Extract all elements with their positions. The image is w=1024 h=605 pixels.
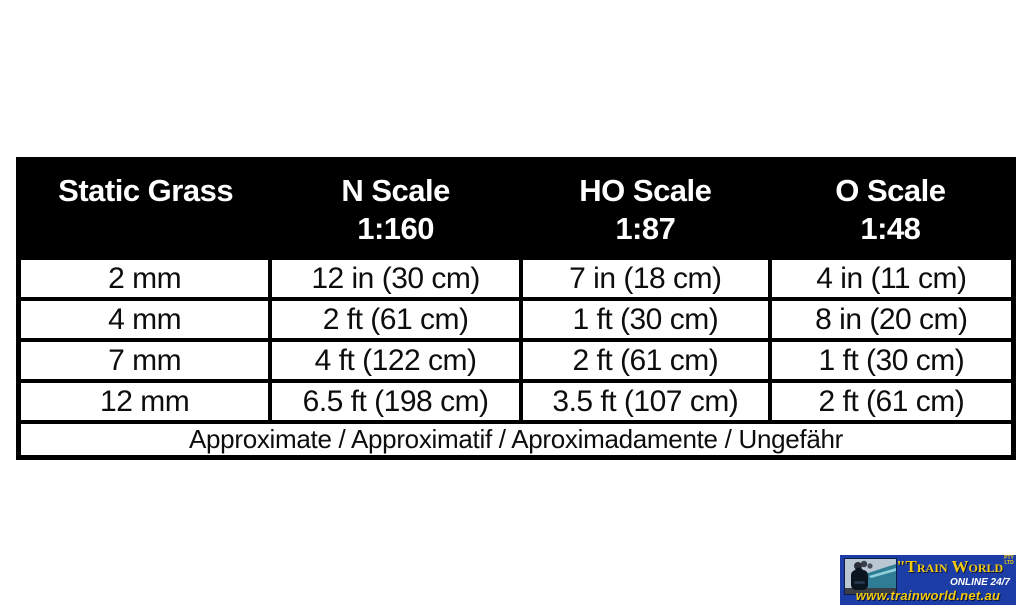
approximate-note: Approximate / Approximatif / Aproximadamente / Ungefähr bbox=[19, 422, 1014, 458]
static-grass-scale-table bbox=[16, 157, 1016, 460]
table-row bbox=[19, 340, 1014, 381]
brand-suffix: PTY LTD bbox=[1004, 555, 1014, 566]
header-o-scale bbox=[770, 160, 1014, 259]
header-label: N Scale bbox=[341, 173, 450, 208]
cell-grass-length: 2 mm bbox=[19, 258, 271, 299]
brand-name bbox=[896, 556, 1014, 577]
cell-grass-length: 12 mm bbox=[19, 381, 271, 422]
cell-n-scale: 6.5 ft (198 cm) bbox=[270, 381, 521, 422]
header-ratio: 1:87 bbox=[615, 211, 676, 246]
header-label: O Scale bbox=[835, 173, 946, 208]
header-static-grass bbox=[19, 160, 271, 259]
cell-ho-scale: 2 ft (61 cm) bbox=[521, 340, 770, 381]
cell-grass-length: 4 mm bbox=[19, 299, 271, 340]
brand-text: Train World bbox=[905, 557, 1004, 576]
header-ho-scale bbox=[521, 160, 770, 259]
table-row bbox=[19, 299, 1014, 340]
table-footer-row bbox=[19, 422, 1014, 458]
header-ratio: 1:160 bbox=[357, 211, 434, 246]
trainworld-watermark bbox=[840, 555, 1016, 605]
cell-o-scale: 4 in (11 cm) bbox=[770, 258, 1014, 299]
cell-ho-scale: 1 ft (30 cm) bbox=[521, 299, 770, 340]
cell-o-scale: 8 in (20 cm) bbox=[770, 299, 1014, 340]
header-n-scale bbox=[270, 160, 521, 259]
table-row bbox=[19, 381, 1014, 422]
trainworld-url-link[interactable]: www.trainworld.net.au bbox=[855, 588, 1001, 603]
header-label: HO Scale bbox=[579, 173, 712, 208]
cell-n-scale: 12 in (30 cm) bbox=[270, 258, 521, 299]
table-row bbox=[19, 258, 1014, 299]
brand-quote: " bbox=[896, 557, 906, 576]
cell-o-scale: 2 ft (61 cm) bbox=[770, 381, 1014, 422]
header-ratio: 1:48 bbox=[860, 211, 921, 246]
table-header-row bbox=[19, 160, 1014, 259]
cell-o-scale: 1 ft (30 cm) bbox=[770, 340, 1014, 381]
cell-ho-scale: 7 in (18 cm) bbox=[521, 258, 770, 299]
cell-n-scale: 2 ft (61 cm) bbox=[270, 299, 521, 340]
online-24-7-label: ONLINE 24/7 bbox=[949, 577, 1010, 588]
cell-n-scale: 4 ft (122 cm) bbox=[270, 340, 521, 381]
cell-ho-scale: 3.5 ft (107 cm) bbox=[521, 381, 770, 422]
cell-grass-length: 7 mm bbox=[19, 340, 271, 381]
header-label: Static Grass bbox=[58, 173, 234, 208]
